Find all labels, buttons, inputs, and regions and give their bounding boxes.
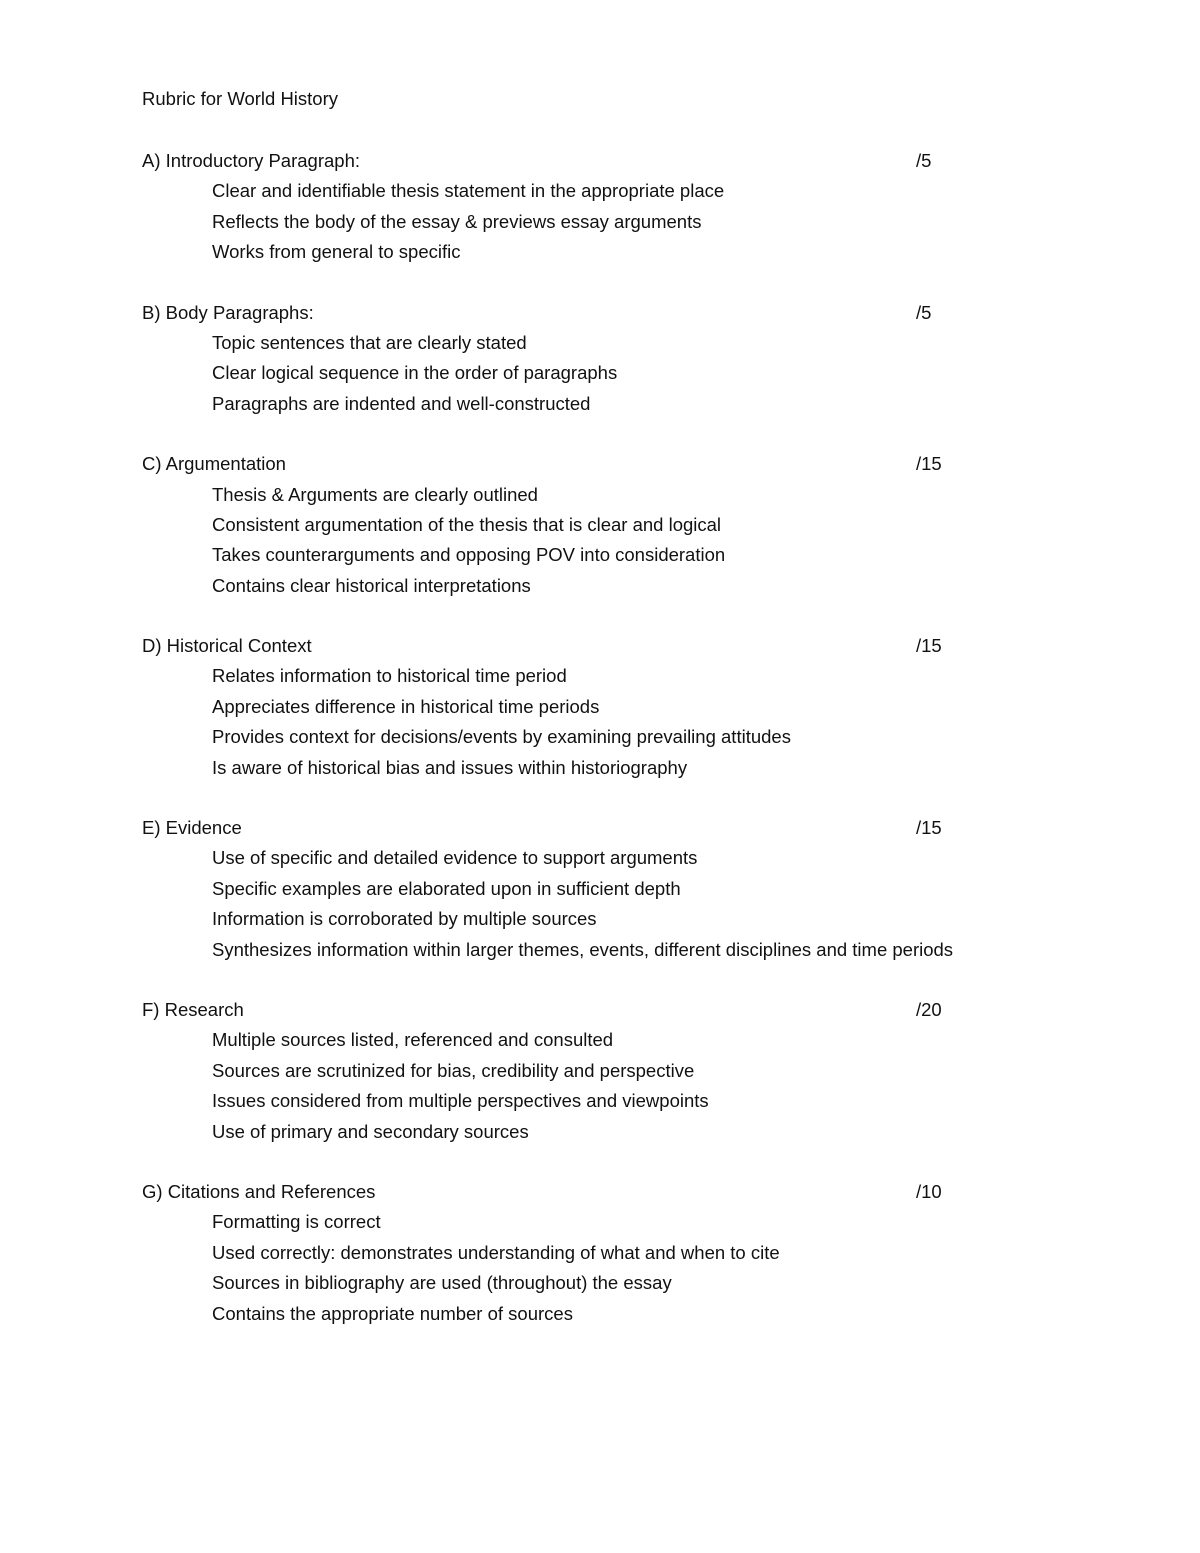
criterion-item: Paragraphs are indented and well-constructed	[212, 392, 591, 414]
rubric-section	[142, 995, 1142, 1147]
rubric-section	[142, 1177, 1142, 1329]
criterion-item: Use of primary and secondary sources	[212, 1120, 529, 1142]
criterion-item: Use of specific and detailed evidence to support arguments	[212, 847, 698, 869]
section-label: A) Introductory Paragraph:	[142, 150, 360, 171]
criteria-list	[142, 328, 1142, 419]
section-label: B) Body Paragraphs:	[142, 301, 314, 323]
criterion-item: Provides context for decisions/events by examining prevailing attitudes	[212, 726, 791, 748]
rubric-sections	[142, 146, 1142, 1359]
section-label: E) Evidence	[142, 817, 242, 839]
criterion-item: Works from general to specific	[212, 241, 461, 263]
rubric-section	[142, 298, 1142, 420]
criterion-item: Thesis & Arguments are clearly outlined	[212, 483, 538, 505]
section-header	[142, 1177, 1142, 1207]
section-header	[142, 813, 1142, 843]
criterion-item: Appreciates difference in historical time periods	[212, 695, 600, 717]
section-score: /20	[916, 998, 942, 1020]
criterion-item: Used correctly: demonstrates understanding of what and when to cite	[212, 1241, 780, 1263]
criterion-item: Takes counterarguments and opposing POV into consideration	[212, 544, 726, 566]
criteria-list	[142, 843, 1142, 965]
criterion-item: Clear logical sequence in the order of paragraphs	[212, 362, 618, 384]
criterion-item: Clear and identifiable thesis statement in the appropriate place	[212, 180, 725, 202]
section-label: G) Citations and References	[142, 1180, 376, 1202]
criterion-item: Multiple sources listed, referenced and consulted	[212, 1029, 614, 1051]
criterion-item: Topic sentences that are clearly stated	[212, 331, 527, 353]
section-score: /5	[916, 301, 932, 323]
section-label: F) Research	[142, 998, 244, 1020]
rubric-section	[142, 813, 1142, 965]
criteria-list	[142, 1207, 1142, 1329]
criterion-item: Relates information to historical time period	[212, 665, 567, 687]
criteria-list	[142, 1025, 1142, 1147]
section-header	[142, 449, 1142, 479]
section-score: /15	[916, 453, 942, 475]
section-label: C) Argumentation	[142, 453, 286, 475]
section-header	[142, 631, 1142, 661]
section-header	[142, 995, 1142, 1025]
criterion-item: Reflects the body of the essay & previews essay arguments	[212, 210, 702, 232]
criterion-item: Sources in bibliography are used (throughout) the essay	[212, 1272, 672, 1294]
criteria-list	[142, 480, 1142, 602]
section-header	[142, 146, 1142, 176]
criterion-item: Sources are scrutinized for bias, credibility and perspective	[212, 1059, 695, 1081]
document-title: Rubric for World History	[142, 88, 339, 109]
criterion-item: Synthesizes information within larger themes, events, different disciplines and time periods	[212, 938, 954, 960]
rubric-section	[142, 631, 1142, 783]
criterion-item: Is aware of historical bias and issues within historiography	[212, 756, 688, 778]
section-label: D) Historical Context	[142, 635, 312, 657]
rubric-section	[142, 449, 1142, 601]
criteria-list	[142, 176, 1142, 267]
criterion-item: Contains clear historical interpretations	[212, 574, 531, 596]
criterion-item: Issues considered from multiple perspectives and viewpoints	[212, 1090, 709, 1112]
section-header	[142, 298, 1142, 328]
criterion-item: Information is corroborated by multiple sources	[212, 908, 597, 930]
criterion-item: Specific examples are elaborated upon in sufficient depth	[212, 877, 681, 899]
criteria-list	[142, 661, 1142, 783]
rubric-section	[142, 146, 1142, 268]
section-score: /5	[916, 150, 932, 171]
section-score: /15	[916, 817, 942, 839]
criterion-item: Consistent argumentation of the thesis that is clear and logical	[212, 513, 722, 535]
section-score: /15	[916, 635, 942, 657]
criterion-item: Formatting is correct	[212, 1211, 381, 1233]
section-score: /10	[916, 1180, 942, 1202]
criterion-item: Contains the appropriate number of sources	[212, 1302, 573, 1324]
